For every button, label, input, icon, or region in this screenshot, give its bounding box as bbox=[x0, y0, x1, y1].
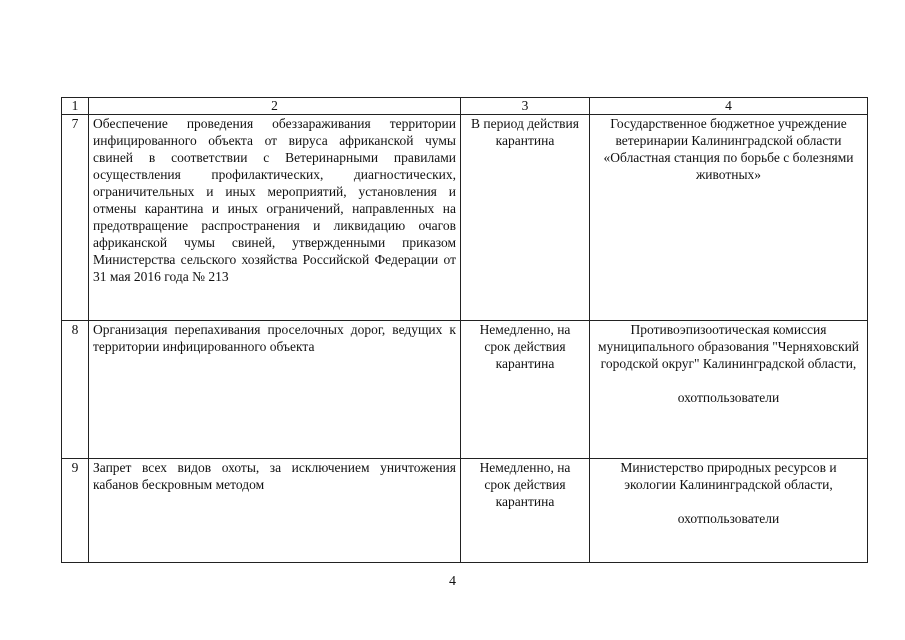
table-row bbox=[62, 115, 868, 321]
measure-description: Запрет всех видов охоты, за исключением уничтожения кабанов бескровным методом bbox=[89, 459, 461, 563]
measure-responsible bbox=[590, 115, 868, 321]
row-number: 9 bbox=[62, 459, 89, 563]
measure-description: Обеспечение проведения обеззараживания территории инфицированного объекта от вируса африканской чумы свиней в соответствии с Ветеринарными правилами осуществления профилактических, диагностических, ограничительных и иных мероприятий, установления и отмены карантина и иных ограничений, направленных на предотвращение распространения и ликвидацию очагов африканской чумы свиней, утвержденными приказом Министерства сельского хозяйства Российской Федерации от 31 мая 2016 года № 213 bbox=[89, 115, 461, 321]
header-col-4: 4 bbox=[590, 98, 868, 115]
measure-description: Организация перепахивания проселочных дорог, ведущих к территории инфицированного объекта bbox=[89, 321, 461, 459]
measure-term: Немедленно, на срок действия карантина bbox=[461, 321, 590, 459]
responsible-main: Министерство природных ресурсов и экологии Калининградской области, bbox=[620, 460, 837, 492]
measure-term: Немедленно, на срок действия карантина bbox=[461, 459, 590, 563]
measures-table bbox=[61, 97, 868, 563]
measure-responsible bbox=[590, 459, 868, 563]
measure-responsible bbox=[590, 321, 868, 459]
row-number: 8 bbox=[62, 321, 89, 459]
responsible-extra: охотпользователи bbox=[677, 511, 780, 526]
row-number: 7 bbox=[62, 115, 89, 321]
header-col-3: 3 bbox=[461, 98, 590, 115]
table-header-row bbox=[62, 98, 868, 115]
header-col-1: 1 bbox=[62, 98, 89, 115]
header-col-2: 2 bbox=[89, 98, 461, 115]
responsible-extra: охотпользователи bbox=[677, 390, 780, 405]
responsible-main: Противоэпизоотическая комиссия муниципального образования "Черняховский городской округ" Калининградской области, bbox=[597, 322, 860, 371]
page-number: 4 bbox=[449, 574, 456, 589]
table-row bbox=[62, 459, 868, 563]
measure-term: В период действия карантина bbox=[461, 115, 590, 321]
table-row bbox=[62, 321, 868, 459]
responsible-main: Государственное бюджетное учреждение ветеринарии Калининградской области «Областная станция по борьбе с болезнями животных» bbox=[603, 116, 854, 182]
